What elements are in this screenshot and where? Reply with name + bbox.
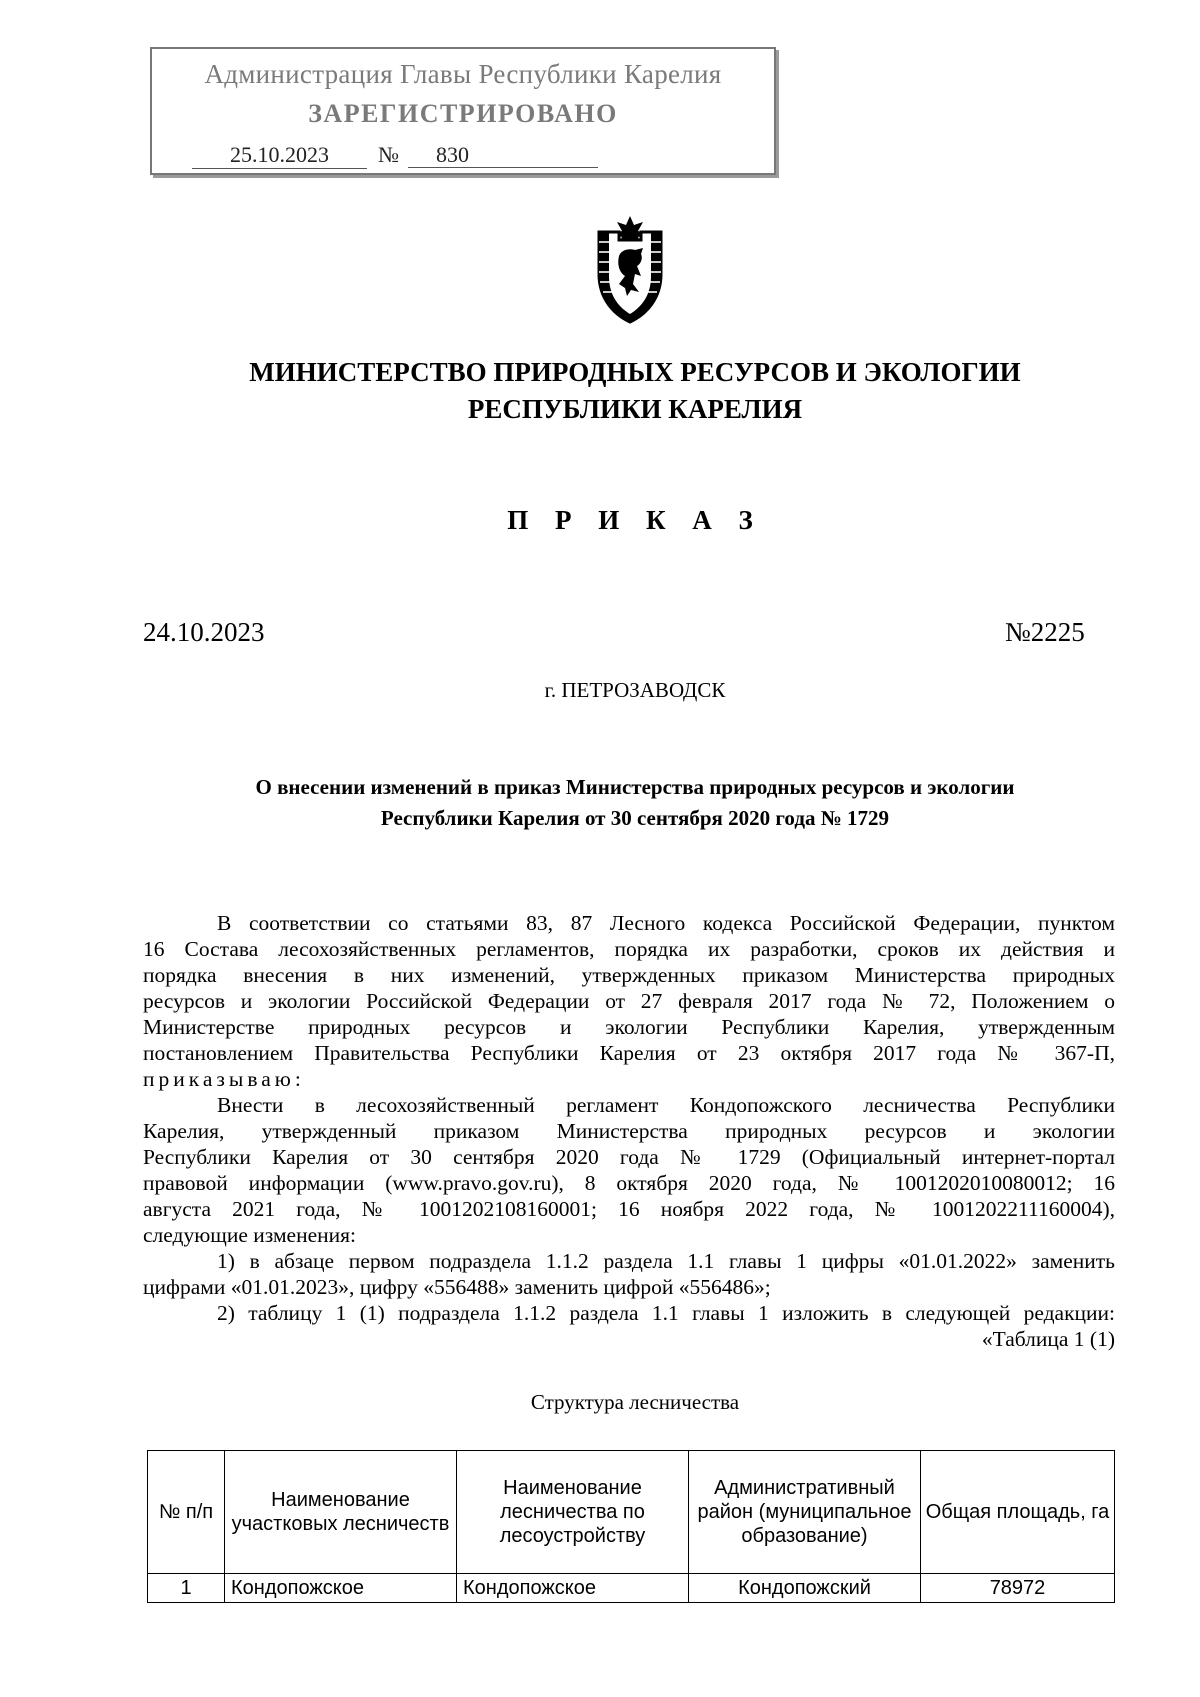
body-line: следующие изменения: [143, 1223, 357, 1247]
body-line: Республики Карелия от 30 сентября 2020 года № 1729 (Официальный интернет-портал [143, 1145, 1115, 1169]
body-line: 2) таблицу 1 (1) подраздела 1.1.2 раздела 1.1 главы 1 изложить в следующей редакции: [217, 1301, 1115, 1325]
column-header: № п/п [148, 1451, 225, 1574]
table-cell: Кондопожское [225, 1574, 457, 1603]
order-title-line2: Республики Карелия от 30 сентября 2020 года № 1729 [380, 806, 890, 830]
table-caption: Структура лесничества [530, 1390, 740, 1414]
body-line: В соответствии со статьями 83, 87 Лесного кодекса Российской Федерации, пунктом [217, 911, 1115, 935]
karelia-coat-of-arms-icon [585, 214, 675, 324]
body-line: правовой информации (www.pravo.gov.ru), 8 октября 2020 года, № 1001202010080012; 16 [143, 1171, 1115, 1195]
body-line: ресурсов и экологии Российской Федерации от 27 февраля 2017 года № 72, Положением о [143, 989, 1115, 1013]
body-line: 16 Состава лесохозяйственных регламентов, порядка их разработки, сроков их действия и [143, 937, 1115, 961]
body-line: постановлением Правительства Республики Карелия от 23 октября 2017 года № 367-П, [143, 1041, 1115, 1065]
ministry-name-line1: МИНИСТЕРСТВО ПРИРОДНЫХ РЕСУРСОВ И ЭКОЛОГИИ [249, 357, 1021, 387]
document-type: П Р И К А З [507, 505, 763, 535]
table-cell: Кондопожский [689, 1574, 921, 1603]
order-date: 24.10.2023 [143, 617, 265, 647]
order-number: №2225 [1005, 617, 1085, 647]
table-cell: 78972 [921, 1574, 1115, 1603]
stamp-status: ЗАРЕГИСТРИРОВАНО [308, 99, 618, 128]
body-line: августа 2021 года, № 1001202108160001; 16 ноября 2022 года, № 1001202211160004), [143, 1197, 1115, 1221]
order-city: г. ПЕТРОЗАВОДСК [544, 678, 726, 702]
ministry-name-line2: РЕСПУБЛИКИ КАРЕЛИЯ [467, 394, 803, 424]
body-line: Внести в лесохозяйственный регламент Кондопожского лесничества Республики [217, 1093, 1115, 1117]
body-line: приказываю: [143, 1067, 305, 1091]
stamp-number: 830 [408, 142, 598, 168]
body-line: 1) в абзаце первом подраздела 1.1.2 раздела 1.1 главы 1 цифры «01.01.2022» заменить [217, 1249, 1115, 1273]
table-cell: 1 [148, 1574, 225, 1603]
column-header: Общая площадь, га [921, 1451, 1115, 1574]
body-line: Министерстве природных ресурсов и экологии Республики Карелия, утвержденным [143, 1015, 1115, 1039]
stamp-organization: Администрация Главы Республики Карелия [204, 59, 722, 89]
forestry-structure-table [147, 1450, 1115, 1603]
stamp-number-label: № [378, 142, 399, 167]
body-line: Карелия, утвержденный приказом Министерства природных ресурсов и экологии [143, 1119, 1115, 1143]
table-header-row [148, 1451, 1115, 1574]
table-number-label: «Таблица 1 (1) [981, 1327, 1115, 1351]
table-cell: Кондопожское [457, 1574, 689, 1603]
body-line: порядка внесения в них изменений, утвержденных приказом Министерства природных [143, 963, 1115, 987]
table-row [148, 1574, 1115, 1603]
column-header: Наименование участковых лесничеств [225, 1451, 457, 1574]
column-header: Наименование лесничества по лесоустройству [457, 1451, 689, 1574]
column-header: Административный район (муниципальное образование) [689, 1451, 921, 1574]
order-body [143, 910, 1115, 1352]
registration-stamp [150, 47, 776, 175]
body-line: цифрами «01.01.2023», цифру «556488» заменить цифрой «556486»; [143, 1275, 771, 1299]
stamp-date: 25.10.2023 [192, 142, 367, 169]
order-title-line1: О внесении изменений в приказ Министерства природных ресурсов и экологии [255, 775, 1015, 799]
